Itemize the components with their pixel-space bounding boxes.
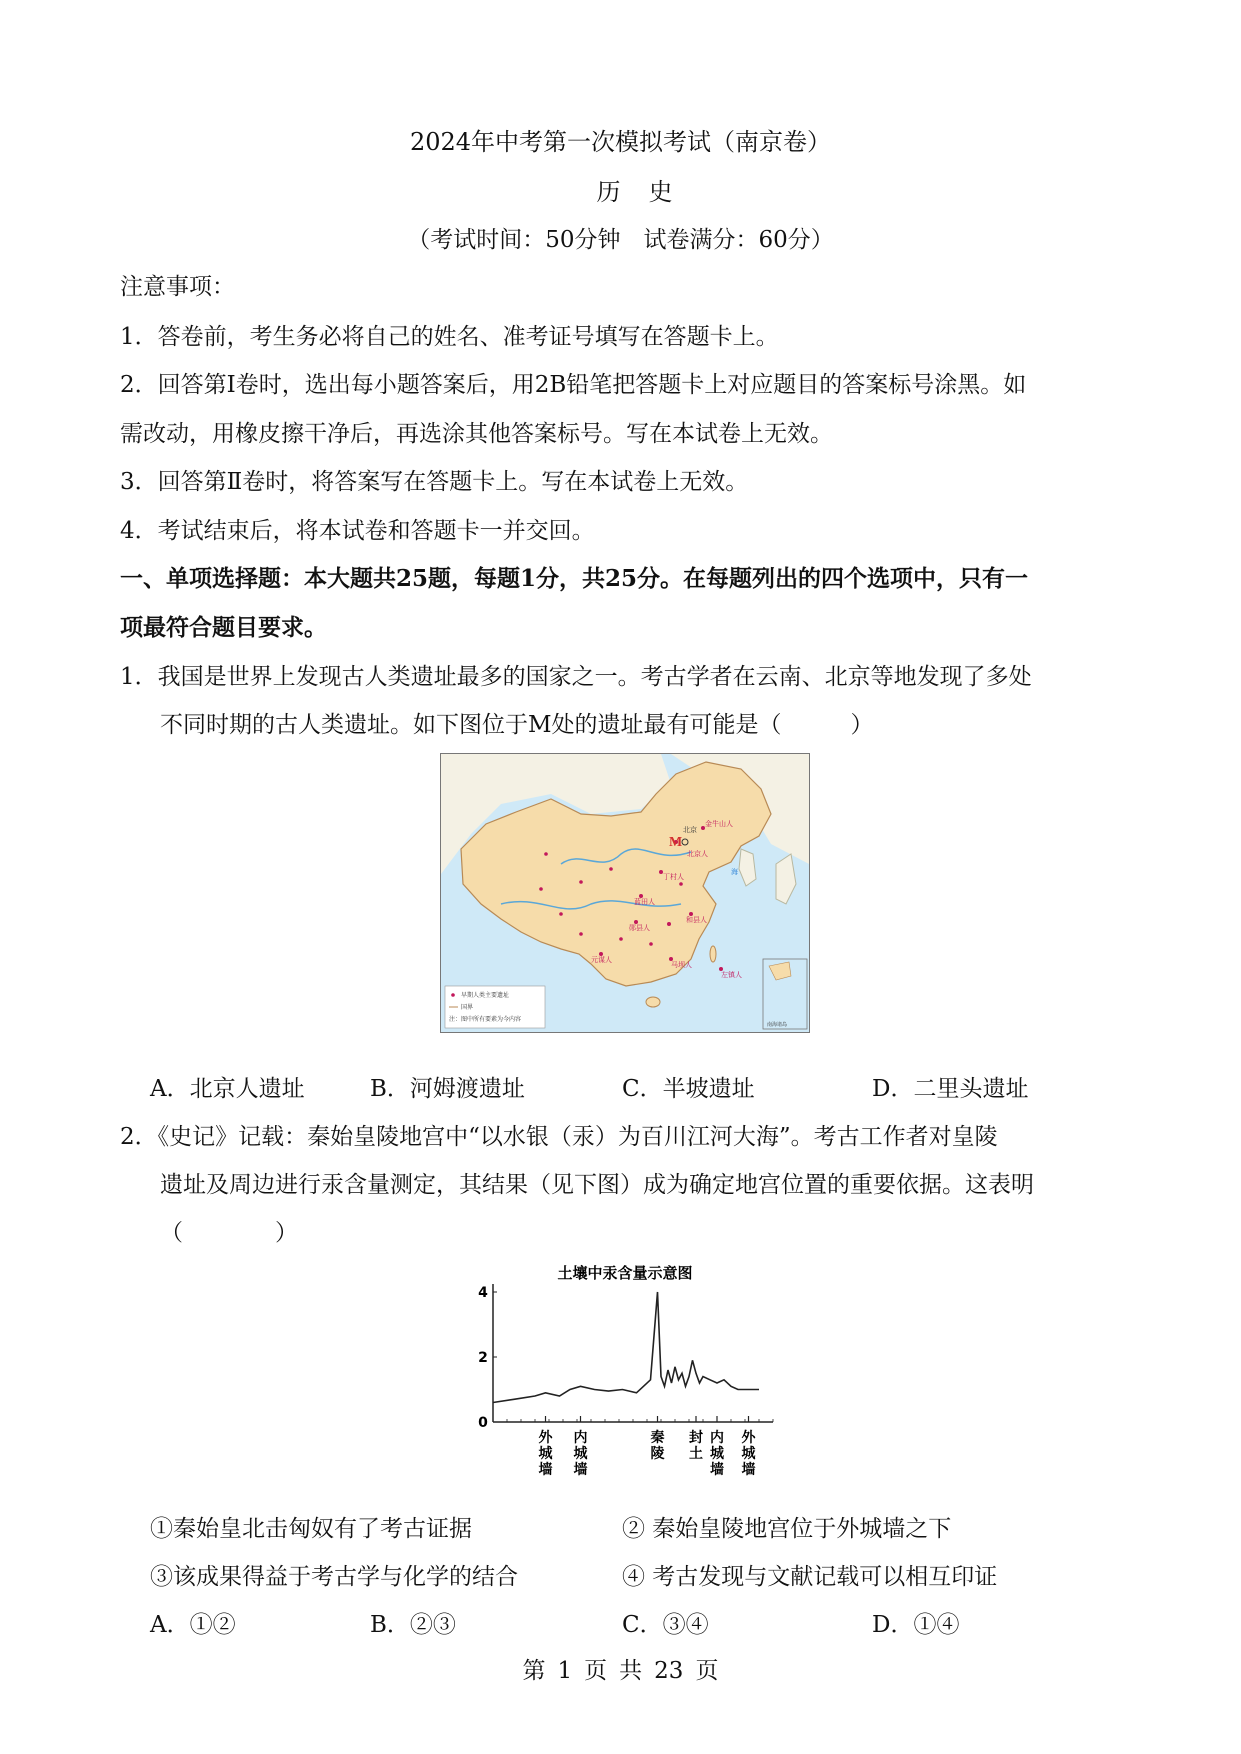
note-item-1: 1．答卷前，考生务必将自己的姓名、准考证号填写在答题卡上。 [120, 324, 779, 350]
question-1-text: 1．我国是世界上发现古人类遗址最多的国家之一。考古学者在云南、北京等地发现了多处 [120, 664, 1032, 690]
notes-heading: 注意事项： [120, 274, 235, 300]
footer-gong: 共 [619, 1658, 643, 1684]
q2-option-d: D．①④ [872, 1612, 960, 1638]
chart-x-marker-label: 封土 [689, 1430, 703, 1462]
question-2-answer-blank: （ ） [160, 1220, 298, 1246]
q1-option-b: B．河姆渡遗址 [370, 1076, 525, 1102]
footer-total-pages: 23 [654, 1658, 684, 1684]
q2-statement-4: ④ 考古发现与文献记载可以相互印证 [622, 1564, 998, 1590]
map-sea-label: 海 [731, 868, 738, 876]
china-map-svg [441, 754, 809, 1032]
page-footer [0, 1652, 1241, 1685]
question-2-text: 2．《史记》记载：秦始皇陵地宫中“以水银（汞）为百川江河大海”。考古工作者对皇陵 [120, 1124, 998, 1150]
map-label-yuanmou: 元谋人 [591, 956, 612, 964]
chart-series-line [493, 1292, 759, 1403]
map-label-maba: 马坝人 [671, 961, 692, 969]
footer-ye-2: 页 [695, 1658, 719, 1684]
chart-y-tick-label: 2 [478, 1350, 488, 1366]
section-heading-cont: 项最符合题目要求。 [120, 614, 327, 641]
map-label-dingcun: 丁村人 [663, 873, 684, 881]
q1-option-c: C．半坡遗址 [622, 1076, 755, 1102]
chart-y-tick-label: 4 [478, 1285, 488, 1301]
map-legend-note: 注：图中所有要素为今内容 [449, 1016, 522, 1023]
q2-option-b: B．②③ [370, 1612, 456, 1638]
note-item-2: 2．回答第Ⅰ卷时，选出每小题答案后，用2B铅笔把答题卡上对应题目的答案标号涂黑。如 [120, 372, 1027, 398]
map-legend-sites: 早期人类主要遗址 [461, 992, 510, 999]
map-label-hexian: 和县人 [686, 916, 707, 924]
chart-x-marker-label: 秦陵 [650, 1430, 665, 1462]
question-2-text-cont: 遗址及周边进行汞含量测定，其结果（见下图）成为确定地宫位置的重要依据。这表明 [160, 1172, 1034, 1198]
exam-title: 2024年中考第一次模拟考试（南京卷） [409, 128, 832, 156]
footer-di: 第 [522, 1658, 546, 1684]
q2-statement-3: ③该成果得益于考古学与化学的结合 [150, 1564, 518, 1590]
q2-statement-2: ② 秦始皇陵地宫位于外城墙之下 [622, 1516, 952, 1542]
map-label-beijing: 北京 [683, 826, 697, 834]
map-label-beijingren: 北京人 [687, 850, 708, 858]
map-label-lantian: 蓝田人 [634, 898, 655, 906]
note-item-4: 4．考试结束后，将本试卷和答题卡一并交回。 [120, 518, 595, 544]
footer-ye: 页 [584, 1658, 608, 1684]
map-label-jinniushan: 金牛山人 [705, 820, 733, 828]
chart-x-marker-label: 外城墙 [741, 1430, 756, 1478]
chart-title: 土壤中汞含量示意图 [557, 1264, 693, 1282]
q2-option-a: A．①② [150, 1612, 236, 1638]
map-legend-border: 国界 [461, 1004, 474, 1011]
exam-info: （考试时间：50分钟 试卷满分：60分） [407, 227, 834, 253]
chart-x-marker-label: 外城墙 [538, 1430, 553, 1478]
section-heading: 一、单项选择题：本大题共25题，每题1分，共25分。在每题列出的四个选项中，只有一 [120, 565, 1029, 592]
q1-option-a: A．北京人遗址 [150, 1076, 305, 1102]
question-1-text-cont: 不同时期的古人类遗址。如下图位于M处的遗址最有可能是（ ） [160, 712, 874, 738]
chart-y-tick-label: 0 [478, 1415, 488, 1431]
mercury-chart-svg [465, 1262, 785, 1484]
q2-statement-1: ①秦始皇北击匈奴有了考古证据 [150, 1516, 472, 1542]
exam-subject: 历史 [596, 178, 701, 206]
map-label-zuozhen: 左镇人 [721, 971, 742, 979]
map-m-label: M [669, 835, 683, 850]
q1-option-d: D．二里头遗址 [872, 1076, 1029, 1102]
note-item-2-cont: 需改动，用橡皮擦干净后，再选涂其他答案标号。写在本试卷上无效。 [120, 421, 833, 447]
map-inset-label: 南海诸岛 [767, 1022, 788, 1028]
china-map [440, 753, 810, 1033]
mercury-chart [465, 1262, 785, 1484]
note-item-3: 3．回答第Ⅱ卷时，将答案写在答题卡上。写在本试卷上无效。 [120, 469, 749, 495]
chart-x-marker-label: 内城墙 [573, 1430, 588, 1478]
footer-page-number: 1 [557, 1658, 573, 1684]
map-label-yunxian: 郧县人 [629, 924, 650, 932]
q2-option-c: C．③④ [622, 1612, 709, 1638]
chart-x-marker-label: 内城墙 [710, 1430, 724, 1478]
